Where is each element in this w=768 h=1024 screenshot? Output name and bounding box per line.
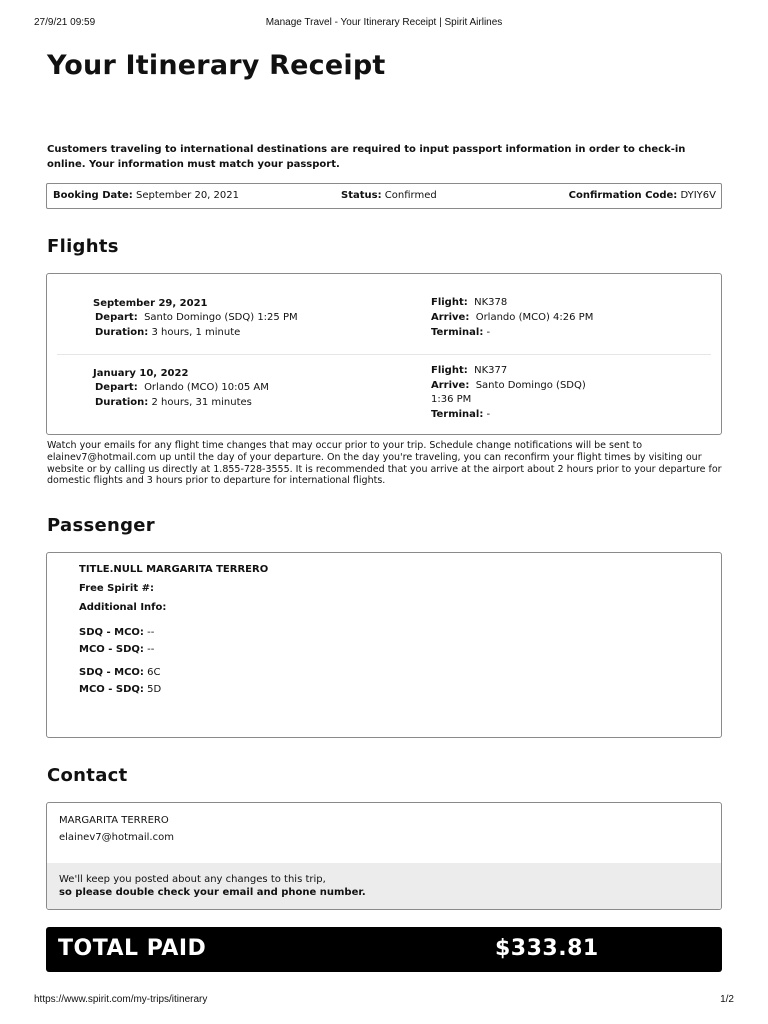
depart-row [95, 312, 298, 323]
total-paid-label: TOTAL PAID [58, 936, 207, 961]
terminal-value: - [486, 409, 491, 420]
flight-details [431, 296, 611, 340]
passenger-heading: Passenger [47, 515, 155, 536]
confirmation-code [569, 190, 716, 201]
route-label: SDQ - MCO: [79, 627, 144, 638]
contact-note-emphasis: so please double check your email and phone number. [59, 887, 366, 898]
free-spirit-label: Free Spirit #: [79, 583, 154, 594]
arrive-label: Arrive: [431, 312, 470, 323]
passenger-card [46, 552, 722, 738]
flight-label: Flight: [431, 365, 468, 376]
duration-value: 2 hours, 31 minutes [151, 397, 252, 408]
seat-value: 5D [147, 684, 162, 695]
duration-row [95, 397, 252, 408]
print-page-title: Manage Travel - Your Itinerary Receipt | Spirit Airlines [265, 17, 503, 28]
depart-label: Depart: [95, 382, 138, 393]
contact-name: MARGARITA TERRERO [59, 815, 169, 826]
booking-status-label: Status: [341, 190, 382, 201]
terminal-row [431, 326, 611, 340]
arrive-value: Orlando (MCO) 4:26 PM [475, 312, 594, 323]
confirmation-code-value: DYIY6V [680, 190, 716, 201]
page-number: 1/2 [720, 994, 734, 1005]
terminal-label: Terminal: [431, 409, 484, 420]
duration-row [95, 327, 240, 338]
booking-date-label: Booking Date: [53, 190, 133, 201]
terminal-label: Terminal: [431, 327, 484, 338]
flight-change-note: Watch your emails for any flight time changes that may occur prior to your trip. Schedule change notifications will be sent to elainev7@hotmail.com up until the day of your departure. On the day you're traveling, you can reconfirm your flight times by visiting our website or by calling us directly at 1.855-728-3555. It is recommended that you arrive at the airport about 2 hours prior to your departure for domestic flights and 3 hours prior to departure for international flights. [47, 440, 722, 487]
flight-date: September 29, 2021 [93, 298, 208, 309]
flight-number: NK378 [474, 297, 508, 308]
depart-value: Orlando (MCO) 10:05 AM [144, 382, 269, 393]
booking-summary-bar [46, 183, 722, 209]
duration-value: 3 hours, 1 minute [151, 327, 241, 338]
total-paid-bar [46, 927, 722, 972]
additional-info-label: Additional Info: [79, 602, 167, 613]
terminal-value: - [486, 327, 491, 338]
terminal-row [431, 408, 611, 422]
flights-heading: Flights [47, 236, 119, 257]
arrive-row [431, 311, 611, 325]
route-label: MCO - SDQ: [79, 644, 144, 655]
seat-value: 6C [147, 667, 161, 678]
contact-note-line: We'll keep you posted about any changes to this trip, [59, 874, 326, 885]
booking-status-value: Confirmed [384, 190, 437, 201]
confirmation-code-label: Confirmation Code: [568, 190, 678, 201]
contact-email: elainev7@hotmail.com [59, 832, 174, 843]
seat-row [79, 684, 161, 695]
contact-note [47, 863, 721, 909]
depart-row [95, 382, 269, 393]
passport-notice: Customers traveling to international destinations are required to input passport information in order to check-in online. Your information must match your passport. [47, 144, 686, 170]
booking-status [341, 190, 437, 201]
page-title: Your Itinerary Receipt [47, 50, 386, 81]
route-value: -- [147, 644, 155, 655]
route-value: -- [147, 627, 155, 638]
flight-number-row [431, 296, 611, 310]
flight-number: NK377 [474, 365, 508, 376]
depart-value: Santo Domingo (SDQ) 1:25 PM [144, 312, 298, 323]
flight-date: January 10, 2022 [93, 368, 189, 379]
flight-number-row [431, 364, 611, 378]
flight-label: Flight: [431, 297, 468, 308]
duration-label: Duration: [95, 327, 149, 338]
contact-heading: Contact [47, 765, 128, 786]
seat-row [79, 667, 160, 678]
flight-details [431, 364, 611, 422]
depart-label: Depart: [95, 312, 138, 323]
segment-divider [57, 354, 711, 355]
booking-date-value: September 20, 2021 [136, 190, 239, 201]
arrive-value: Santo Domingo (SDQ) 1:36 PM [431, 380, 586, 405]
route-label: MCO - SDQ: [79, 684, 144, 695]
arrive-label: Arrive: [431, 380, 470, 391]
contact-card [46, 802, 722, 910]
info-row [79, 627, 154, 638]
route-label: SDQ - MCO: [79, 667, 144, 678]
arrive-row [431, 379, 611, 407]
passenger-name: TITLE.NULL MARGARITA TERRERO [79, 564, 269, 575]
free-spirit-row [79, 583, 154, 594]
print-datetime: 27/9/21 09:59 [34, 17, 96, 28]
total-paid-amount: $333.81 [495, 936, 599, 961]
duration-label: Duration: [95, 397, 149, 408]
flights-card [46, 273, 722, 435]
booking-date [53, 190, 239, 201]
info-row [79, 644, 154, 655]
print-header [34, 17, 734, 31]
page-url: https://www.spirit.com/my-trips/itinerary [34, 994, 208, 1005]
